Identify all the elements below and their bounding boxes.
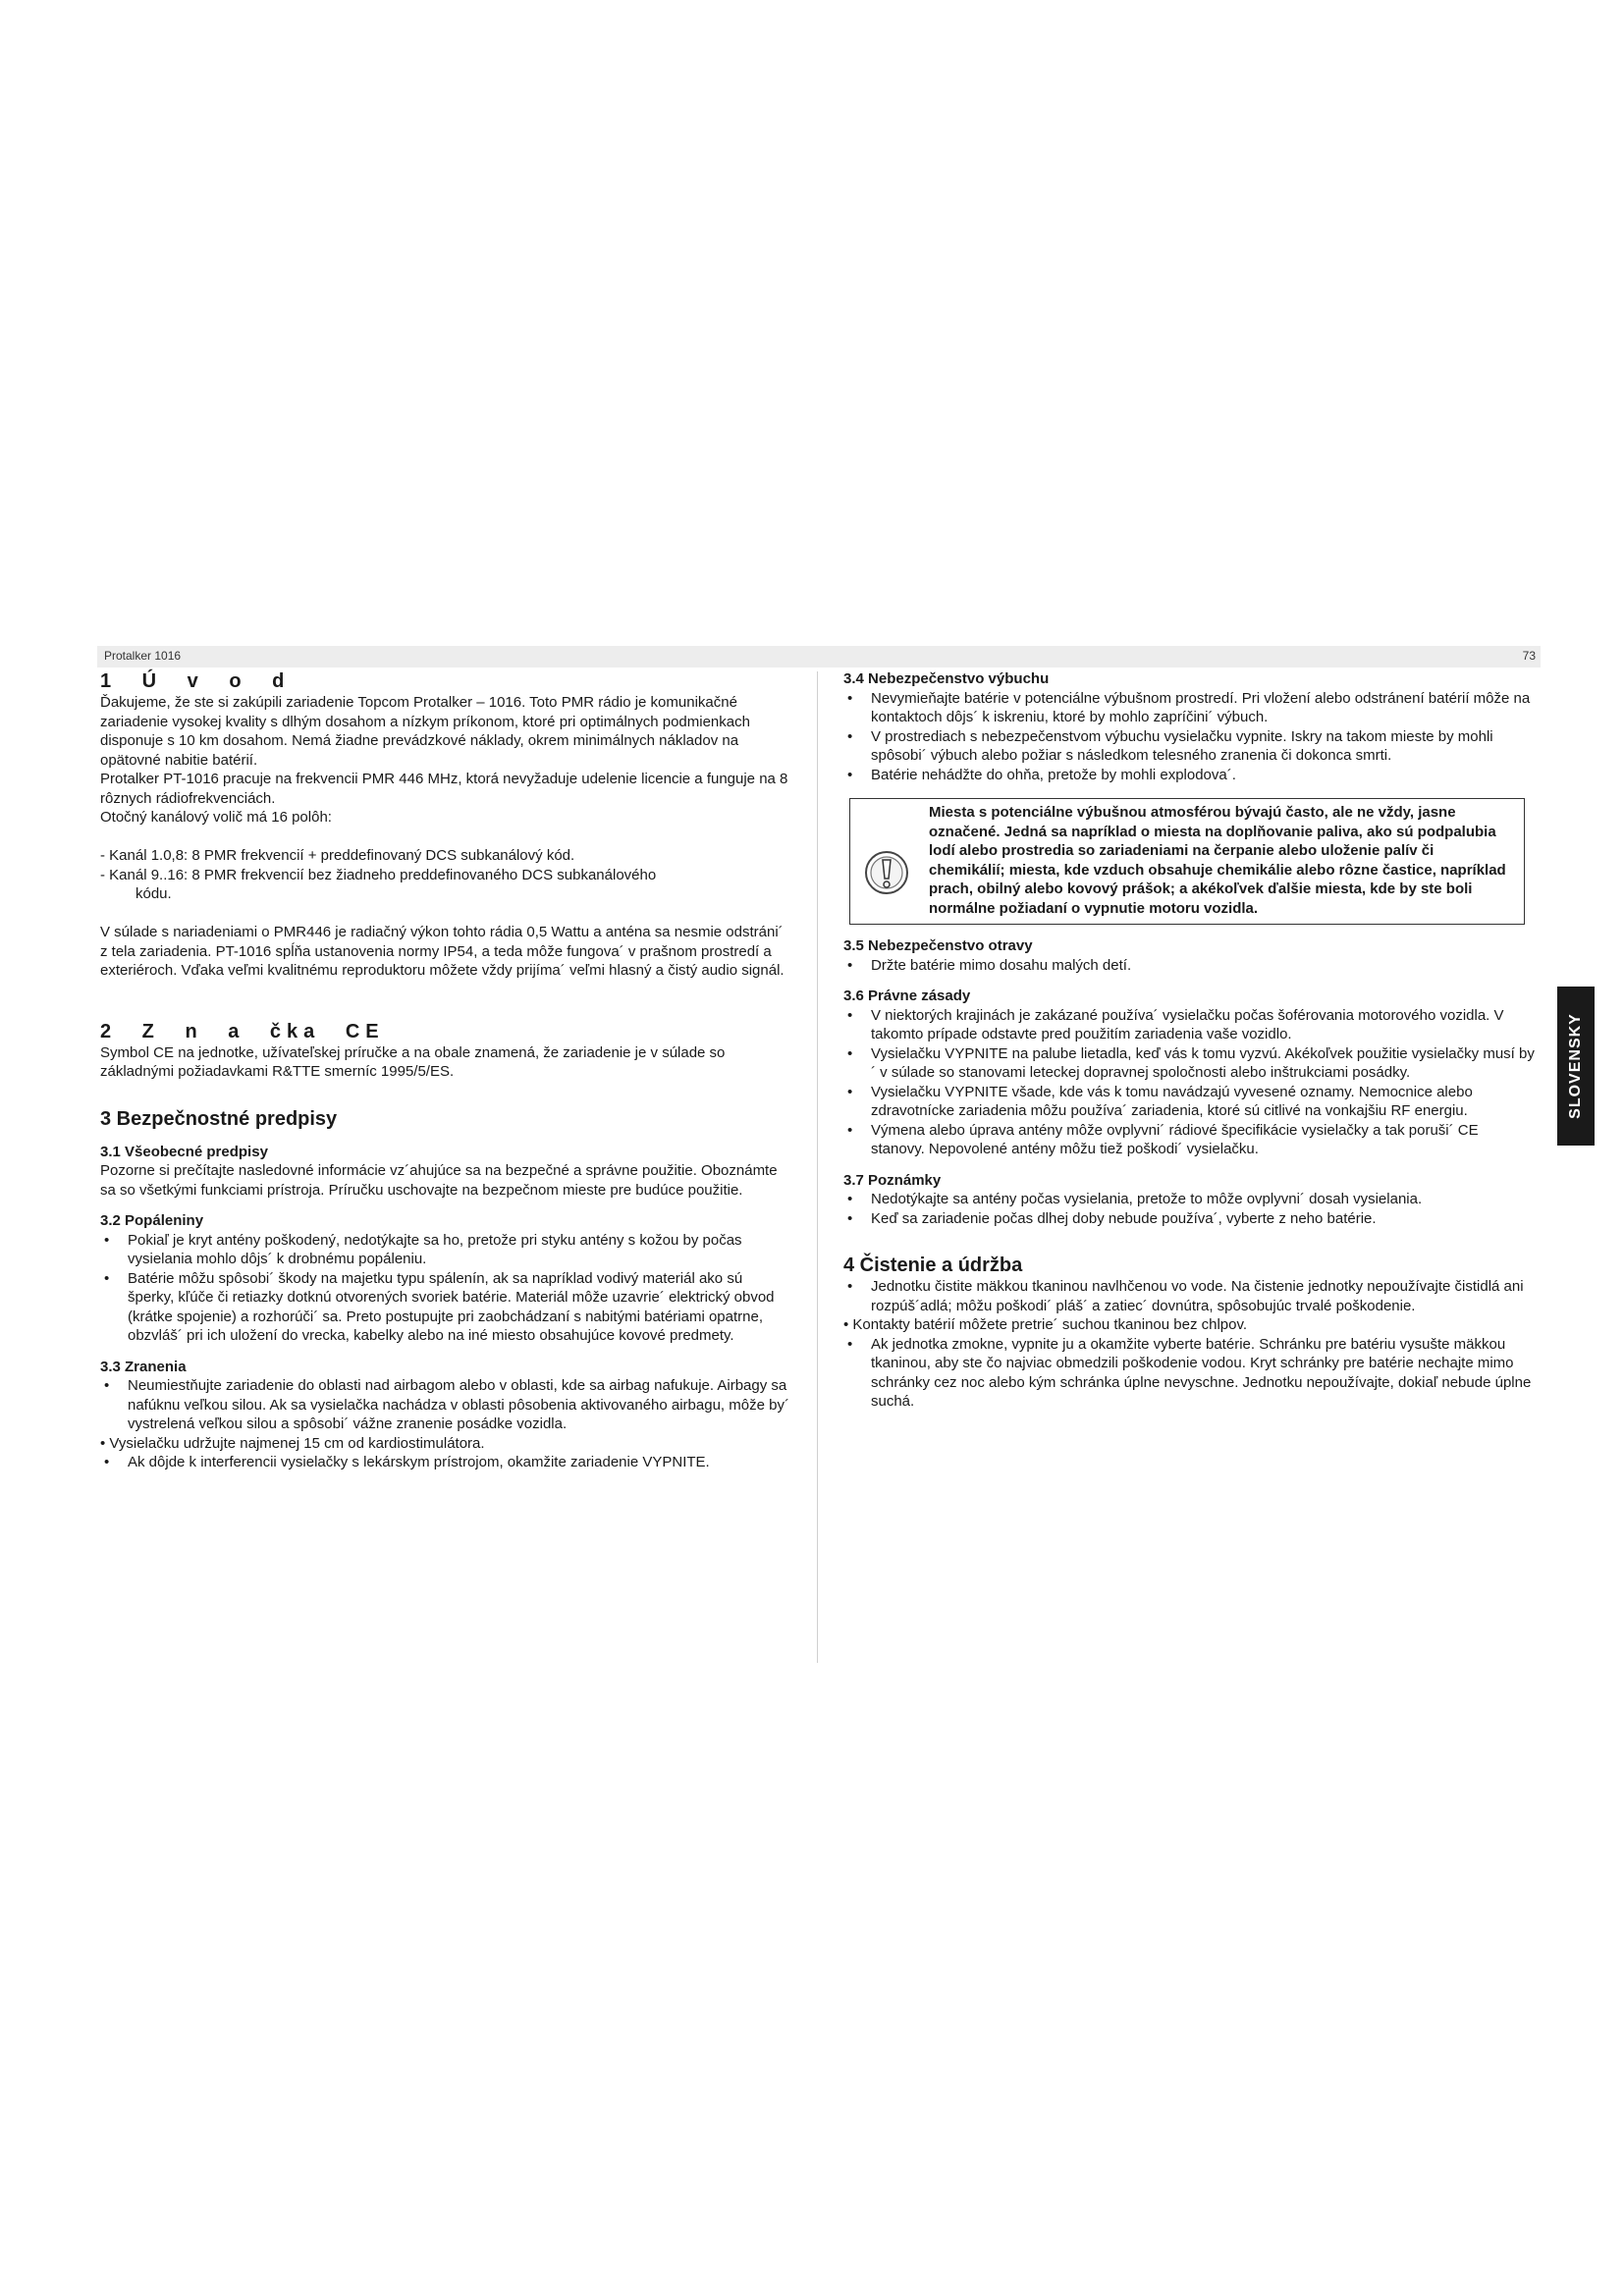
left-column: [100, 669, 792, 1472]
list-item: • Vysielačku VYPNITE na palube lietadla, keď vás k tomu vyzvú. Akékoľvek použitie vysielačky musí by´ v súlade so stanovami leteckej dopravnej spoločnosti alebo inštrukciami posádky.: [843, 1044, 1536, 1083]
s1-channel-line-2: - Kanál 9..16: 8 PMR frekvencií bez žiadneho preddefinovaného DCS subkanálového: [100, 866, 657, 883]
s36-list: [843, 1006, 1536, 1159]
s4-list-2: [843, 1335, 1536, 1412]
list-item: • Keď sa zariadenie počas dlhej doby nebude používa´, vyberte z neho batérie.: [843, 1209, 1536, 1229]
s1-paragraph-3: Otočný kanálový volič má 16 polôh:: [100, 809, 332, 826]
s33-list: [100, 1376, 792, 1434]
s32-list: [100, 1231, 792, 1346]
language-tab-label: SLOVENSKY: [1567, 1013, 1584, 1119]
list-item: • Držte batérie mimo dosahu malých detí.: [843, 956, 1536, 976]
warning-box: [849, 798, 1525, 925]
section-4-title: 4 Čistenie a údržba: [843, 1255, 1023, 1276]
s35-list: [843, 956, 1536, 976]
section-3-3-title: 3.3 Zranenia: [100, 1358, 187, 1375]
header-bar: [97, 646, 1541, 667]
s34-list: [843, 689, 1536, 785]
section-3-7-title: 3.7 Poznámky: [843, 1171, 942, 1189]
list-item: • Batérie nehádžte do ohňa, pretože by mohli explodova´.: [843, 766, 1536, 785]
list-item: • Nevymieňajte batérie v potenciálne výbušnom prostredí. Pri vložení alebo odstránení batérií môže na kontaktoch dôjs´ k iskreniu, ktoré by mohlo zapríčini´ výbuch.: [843, 689, 1536, 727]
warning-text: Miesta s potenciálne výbušnou atmosférou bývajú často, ale ne vždy, jasne označené. Jedná sa napríklad o miesta na doplňovanie paliva, ako sú podpalubia lodí alebo prostredia so zariadeniami na čerpanie alebo uloženie palív či chemikálií; miesta, kde vzduch obsahuje chemikálie alebo rôzne častice, napríklad prach, obilný alebo kovový prášok; a akékoľvek ďalšie miesta, kde by ste boli normálne požiadaní o vypnutie motoru vozidla.: [929, 804, 1506, 917]
list-item: • Ak dôjde k interferencii vysielačky s lekárskym prístrojom, okamžite zariadenie VYPNITE.: [100, 1453, 792, 1472]
section-3-4-title: 3.4 Nebezpečenstvo výbuchu: [843, 670, 1050, 687]
s4-inline-bullet: • Kontakty batérií môžete pretrie´ suchou tkaninou bez chlpov.: [843, 1316, 1248, 1333]
list-item: • V niektorých krajinách je zakázané používa´ vysielačku počas šoférovania motorového vozidla. V takomto prípade odstavte pred použitím zariadenia vaše vozidlo.: [843, 1006, 1536, 1044]
list-item: • Vysielačku VYPNITE všade, kde vás k tomu navádzajú vyvesené oznamy. Nemocnice alebo zdravotnícke zariadenia môžu používa´ zariadenia, ktoré sú citlivé na vonkajšiu RF energiu.: [843, 1083, 1536, 1121]
page-number: 73: [1522, 649, 1536, 663]
section-3-5-title: 3.5 Nebezpečenstvo otravy: [843, 937, 1033, 954]
list-item: • Neumiestňujte zariadenie do oblasti nad airbagom alebo v oblasti, kde sa airbag nafukuje. Airbagy sa nafúknu veľkou silou. Ak sa vysielačka nachádza v oblasti pôsobenia aktivovaného airbagu, môže by´ vystrelená veľkou silou a spôsobi´ vážne zranenie posádke vozidla.: [100, 1376, 792, 1434]
s33-list-2: [100, 1453, 792, 1472]
s1-paragraph-1: Ďakujeme, že ste si zakúpili zariadenie Topcom Protalker – 1016. Toto PMR rádio je komunikačné zariadenie vysokej kvality s dlhým dosahom a nízkym príkonom, ktoré pri optimálnych podmienkach disponuje s 10 km dosahom. Nemá žiadne prevádzkové náklady, okrem minimálnych nákladov na opätovné nabitie batérií.: [100, 694, 750, 769]
list-item: • Výmena alebo úprava antény môže ovplyvni´ rádiové špecifikácie vysielačky a tak poruši´ CE stanovy. Nepovolené antény môžu tiež poškodi´ vysielačku.: [843, 1121, 1536, 1159]
s37-list: [843, 1190, 1536, 1228]
language-tab: [1557, 987, 1595, 1146]
s31-paragraph: Pozorne si prečítajte nasledovné informácie vz´ahujúce sa na bezpečné a správne použitie. Oboznámte sa so všetkými funkciami prístroja. Príručku uschovajte na bezpečnom mieste pre budúce použitie.: [100, 1162, 778, 1199]
list-item: • Ak jednotka zmokne, vypnite ju a okamžite vyberte batérie. Schránku pre batériu vysušte mäkkou tkaninou, aby ste čo najviac obmedzili poškodenie vodou. Kryt schránky pre batérie nechajte mimo schránky cez noc alebo kým schránka úplne nevyschne. Jednotku nepoužívajte, dokiaľ nebude úplne suchá.: [843, 1335, 1536, 1412]
s2-paragraph-1: Symbol CE na jednotke, užívateľskej príručke a na obale znamená, že zariadenie je v súlade so základnými požiadavkami R&TTE smerníc 1995/5/ES.: [100, 1043, 726, 1080]
right-column: [843, 669, 1536, 1412]
list-item: • Jednotku čistite mäkkou tkaninou navlhčenou vo vode. Na čistenie jednotky nepoužívajte čistidlá ani rozpúš´adlá; môžu poškodi´ pláš´ a zatiec´ dovnútra, spôsobujúc trvalé poškodenie.: [843, 1277, 1536, 1315]
s1-channel-line-1: - Kanál 1.0,8: 8 PMR frekvencií + preddefinovaný DCS subkanálový kód.: [100, 847, 575, 864]
list-item: • V prostrediach s nebezpečenstvom výbuchu vysielačku vypnite. Iskry na takom mieste by mohli spôsobi´ výbuch alebo požiar s následkom telesného zranenia či dokonca smrti.: [843, 727, 1536, 766]
list-item: • Pokiaľ je kryt antény poškodený, nedotýkajte sa ho, pretože pri styku antény s kožou by počas vysielania mohlo dôjs´ k drobnému popáleniu.: [100, 1231, 792, 1269]
section-3-1-title: 3.1 Všeobecné predpisy: [100, 1143, 268, 1160]
s4-list: [843, 1277, 1536, 1315]
header-product-name: Protalker 1016: [104, 649, 182, 663]
list-item: • Batérie môžu spôsobi´ škody na majetku typu spálenín, ak sa napríklad vodivý materiál ako sú šperky, kľúče či retiazky dotknú otvorených svoriek batérie. Materiál môže uzavrie´ elektrický obvod (krátke spojenie) a rozhorúči´ sa. Preto postupujte pri zaobchádzaní s nabitými batériami opatrne, obzvláš´ pri ich uložení do vrecka, kabelky alebo na iné miesto obsahujúce kovové predmety.: [100, 1269, 792, 1346]
exclamation-warning-icon: [864, 850, 909, 895]
column-divider: [817, 671, 818, 1663]
section-3-title: 3 Bezpečnostné predpisy: [100, 1107, 338, 1130]
s1-paragraph-2: Protalker PT-1016 pracuje na frekvencii PMR 446 MHz, ktorá nevyžaduje udelenie licencie a funguje na 8 rôznych rádiofrekvenciách.: [100, 771, 788, 807]
s1-paragraph-4: V súlade s nariadeniami o PMR446 je radiačný výkon tohto rádia 0,5 Wattu a anténa sa nesmie odstráni´ z tela zariadenia. PT-1016 spĺňa ustanovenia normy IP54, a teda môže fungova´ v prašnom prostredí a exteriéroch. Vďaka veľmi kvalitnému reproduktoru môžete vždy prijíma´ veľmi hlasný a čistý audio signál.: [100, 924, 785, 979]
section-2-title: 2 Z n a čka CE: [100, 1020, 385, 1042]
s1-channel-line-2b: kódu.: [135, 885, 172, 902]
section-1-title: 1 Ú v o d: [100, 670, 291, 692]
s33-inline-bullet: • Vysielačku udržujte najmenej 15 cm od kardiostimulátora.: [100, 1434, 485, 1452]
list-item: • Nedotýkajte sa antény počas vysielania, pretože to môže ovplyvni´ dosah vysielania.: [843, 1190, 1536, 1209]
section-3-2-title: 3.2 Popáleniny: [100, 1212, 204, 1229]
section-3-6-title: 3.6 Právne zásady: [843, 988, 971, 1004]
